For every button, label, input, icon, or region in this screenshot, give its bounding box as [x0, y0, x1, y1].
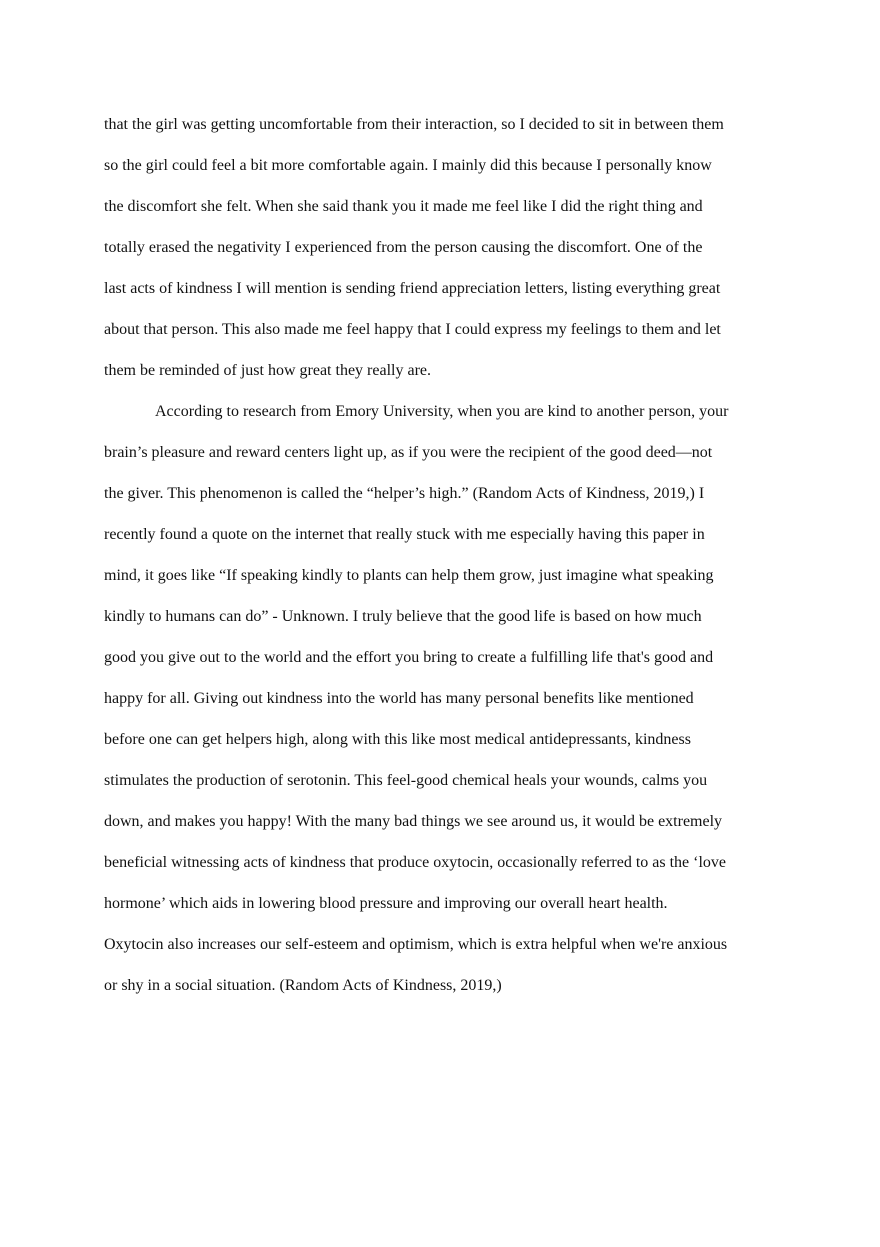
paragraph-2 — [104, 391, 784, 1006]
paragraph-line: about that person. This also made me feel happy that I could express my feelings to them and let — [104, 321, 721, 338]
paragraph-line: the discomfort she felt. When she said thank you it made me feel like I did the right thing and — [104, 198, 703, 215]
paragraph-line: or shy in a social situation. (Random Acts of Kindness, 2019,) — [104, 977, 502, 994]
paragraph-line: good you give out to the world and the effort you bring to create a fulfilling life that's good and — [104, 649, 714, 666]
paragraph-line: Oxytocin also increases our self-esteem and optimism, which is extra helpful when we're anxious — [104, 936, 728, 953]
paragraph-line: the giver. This phenomenon is called the “helper’s high.” (Random Acts of Kindness, 2019,) I — [104, 485, 705, 502]
paragraph-line: brain’s pleasure and reward centers light up, as if you were the recipient of the good deed—not — [104, 444, 713, 461]
paragraph-line: last acts of kindness I will mention is sending friend appreciation letters, listing everything great — [104, 280, 721, 297]
paragraph-line: that the girl was getting uncomfortable from their interaction, so I decided to sit in between them — [104, 116, 724, 133]
paragraph-line: kindly to humans can do” - Unknown. I truly believe that the good life is based on how much — [104, 608, 702, 625]
paragraph-line: happy for all. Giving out kindness into the world has many personal benefits like mentioned — [104, 690, 694, 707]
paragraph-line: recently found a quote on the internet that really stuck with me especially having this paper in — [104, 526, 705, 543]
paragraph-line: them be reminded of just how great they really are. — [104, 362, 431, 379]
paragraph-line: before one can get helpers high, along with this like most medical antidepressants, kindness — [104, 731, 691, 748]
paragraph-line: so the girl could feel a bit more comfortable again. I mainly did this because I personally know — [104, 157, 712, 174]
paragraph-line: mind, it goes like “If speaking kindly to plants can help them grow, just imagine what speaking — [104, 567, 714, 584]
paragraph-1 — [104, 104, 784, 391]
paragraph-line: hormone’ which aids in lowering blood pressure and improving our overall heart health. — [104, 895, 668, 912]
paragraph-line: totally erased the negativity I experienced from the person causing the discomfort. One of the — [104, 239, 703, 256]
paragraph-first-line: According to research from Emory University, when you are kind to another person, your — [155, 403, 729, 420]
paragraph-line: down, and makes you happy! With the many bad things we see around us, it would be extremely — [104, 813, 723, 830]
paragraph-line: stimulates the production of serotonin. This feel-good chemical heals your wounds, calms you — [104, 772, 708, 789]
paragraph-line: beneficial witnessing acts of kindness that produce oxytocin, occasionally referred to as the ‘love — [104, 854, 727, 871]
document-body — [104, 104, 784, 1006]
